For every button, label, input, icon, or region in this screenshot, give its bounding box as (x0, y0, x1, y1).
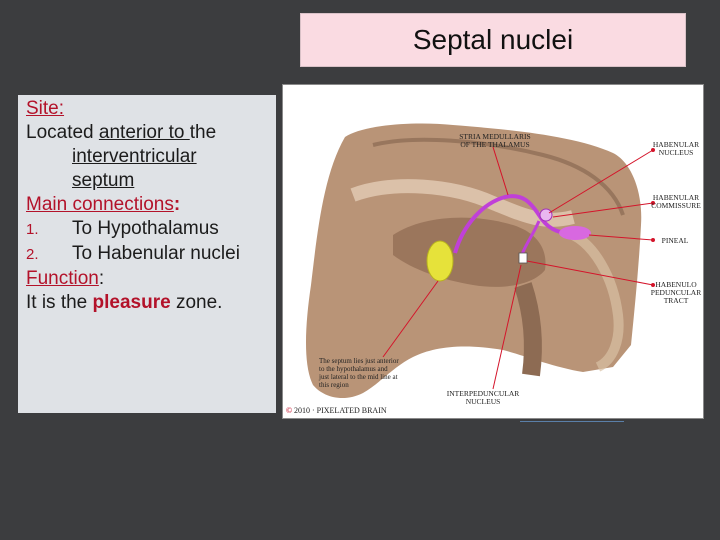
copyright-icon: © (286, 406, 292, 415)
function-highlight: pleasure (92, 292, 171, 313)
located-prefix: Located (26, 122, 99, 143)
interpeduncular-marker (519, 253, 527, 263)
connection-item (26, 242, 268, 267)
septum-line1: interventricular (72, 146, 197, 167)
label-interpeduncular: INTERPEDUNCULAR NUCLEUS (446, 389, 520, 406)
brainstem (523, 285, 533, 375)
copyright-text: 2010 · PIXELATED BRAIN (293, 406, 387, 415)
connection-item (26, 217, 268, 242)
text-panel (18, 95, 276, 413)
function-prefix: It is the (26, 292, 93, 313)
septum-line2: septum (72, 170, 135, 191)
function-colon: : (98, 268, 105, 289)
habenular-nucleus-marker (540, 209, 552, 221)
label-habenular-commissure: HABENULAR COMMISSURE (651, 193, 701, 210)
divider-line (520, 421, 624, 422)
septum-highlight (427, 241, 453, 281)
function-suffix: zone. (170, 292, 223, 313)
label-habenular-nucleus: HABENULAR NUCLEUS (652, 140, 700, 157)
connection-number: 2. (26, 246, 39, 263)
connections-heading: Main connections (26, 194, 174, 215)
pointer-dots (651, 148, 655, 287)
brain-figure (282, 84, 704, 419)
connections-colon: : (173, 194, 181, 215)
copyright (286, 406, 387, 415)
pineal-marker (559, 226, 591, 240)
connection-label: To Hypothalamus (72, 218, 219, 239)
label-pineal: PINEAL (661, 236, 689, 245)
connection-label: To Habenular nuclei (72, 243, 240, 264)
located-suffix: the (189, 122, 217, 143)
site-heading: Site: (26, 98, 65, 119)
function-heading: Function (26, 268, 99, 289)
label-habenulo-tract: HABENULO PEDUNCULAR TRACT (650, 280, 702, 305)
slide-title: Septal nuclei (300, 13, 686, 67)
label-stria: STRIA MEDULLARIS OF THE THALAMUS (459, 132, 531, 149)
label-septum-note: The septum lies just anterior to the hypothalamus and just lateral to the mid line at this region (319, 357, 399, 389)
connection-number: 1. (26, 221, 39, 238)
located-underlined: anterior to (98, 122, 190, 143)
